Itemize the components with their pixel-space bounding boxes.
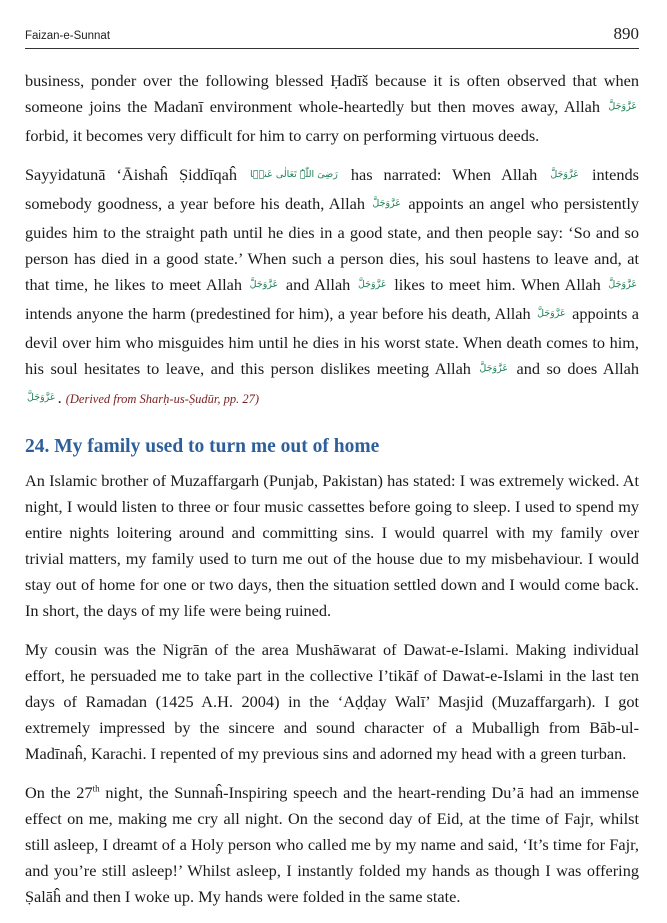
- header-rule: [25, 48, 639, 49]
- page-body: [25, 68, 639, 923]
- honorific-aishah: رَضِیَ اللّٰہُ تَعَالٰی عَنۡہَا: [250, 169, 338, 180]
- citation: (Derived from Sharḥ-us-Ṣudūr, pp. 27): [65, 392, 260, 406]
- text-run: On the 27: [25, 783, 93, 802]
- text-run: and Allah: [285, 275, 351, 294]
- text-run: has narrated: When Allah: [350, 165, 538, 184]
- section-heading: 24. My family used to turn me out of home: [25, 436, 380, 457]
- paragraph-5: [25, 780, 639, 910]
- text-run: intends anyone the harm (predestined for him), a year before his death, Allah: [25, 304, 531, 323]
- text-run: intends somebody goodness, a year before his death, Allah: [25, 165, 639, 213]
- honorific-allah: عَزَّوَجَلَّ: [537, 308, 566, 319]
- text-run: appoints a devil over him who misguides him until he dies in his worst state. When death comes to him, his soul hesitates to leave, and this person dislikes meeting Allah: [25, 304, 639, 378]
- text-run: forbid, it becomes very difficult for him to carry on performing virtuous deeds.: [25, 126, 540, 145]
- running-header: [25, 24, 639, 46]
- paragraph-1: [25, 68, 639, 149]
- honorific-allah: عَزَّوَجَلَّ: [27, 392, 56, 403]
- honorific-allah: عَزَّوَجَلَّ: [372, 198, 401, 209]
- paragraph-4: My cousin was the Nigrān of the area Mushāwarat of Dawat-e-Islami. Making individual effort, he persuaded me to take part in the collective I’tikāf of Dawat-e-Islami in the last ten days of Ramadan (1425 A.H. 2004) in the ‘Aḍḍay Walī’ Masjid (Muzaffargarh). I got extremely impressed by the sincere and sound character of a Muballigh from Bāb-ul-Madīnaĥ, Karachi. I repented of my previous sins and adorned my head with a green turban.: [25, 640, 639, 763]
- text-run: night, the Sunnaĥ-Inspiring speech and the heart-rending Du’ā had an immense effect on me, making me cry all night. On the second day of Eid, at the time of Fajr, whilst still asleep, I dreamt of a Holy person who called me by my name and said, ‘It’s time for Fajr, and you’re still asleep!’ Whilst asleep, I instantly folded my hands as though I was offering Ṣalāĥ and then I woke up. My hands were folded in the same state.: [25, 783, 639, 906]
- honorific-allah: عَزَّوَجَلَّ: [550, 169, 579, 180]
- paragraph-3: An Islamic brother of Muzaffargarh (Punjab, Pakistan) has stated: I was extremely wicked. At night, I would listen to three or four music cassettes before going to sleep. I used to spend my entire nights loitering around and committing sins. I would quarrel with my family over trivial matters, my family used to turn me out of the house due to my misbehaviour. I would stay out of home for one or two days, then the situation settled down and I would come back. In short, the days of my life were being ruined.: [25, 471, 639, 620]
- honorific-allah: عَزَّوَجَلَّ: [249, 279, 279, 290]
- text-run: .: [57, 388, 62, 407]
- text-run: likes to meet him. When Allah: [394, 275, 601, 294]
- honorific-allah: عَزَّوَجَلَّ: [608, 279, 637, 290]
- text-run: Sayyidatunā ‘Āishaĥ Ṣiddīqaĥ: [25, 165, 237, 184]
- text-run: and so does Allah: [516, 359, 640, 378]
- honorific-allah: عَزَّوَجَلَّ: [608, 101, 637, 112]
- text-run: appoints an angel who persistently guides him to the straight path until he dies in a good state, and then people say: ‘So and so person has died in a good state.’ When such a person dies, his soul hastens to leave and, at that time, he likes to meet Allah: [25, 194, 639, 294]
- book-title: Faizan-e-Sunnat: [25, 30, 111, 42]
- page-number: 890: [613, 24, 639, 43]
- paragraph-2: [25, 162, 639, 414]
- ordinal-suffix: th: [92, 783, 100, 794]
- honorific-allah: عَزَّوَجَلَّ: [357, 279, 387, 290]
- text-run: business, ponder over the following blessed Ḥadīš because it is often observed that when someone joins the Madanī environment whole-heartedly but then moves away, Allah: [25, 71, 639, 116]
- honorific-allah: عَزَّوَجَلَّ: [479, 363, 508, 374]
